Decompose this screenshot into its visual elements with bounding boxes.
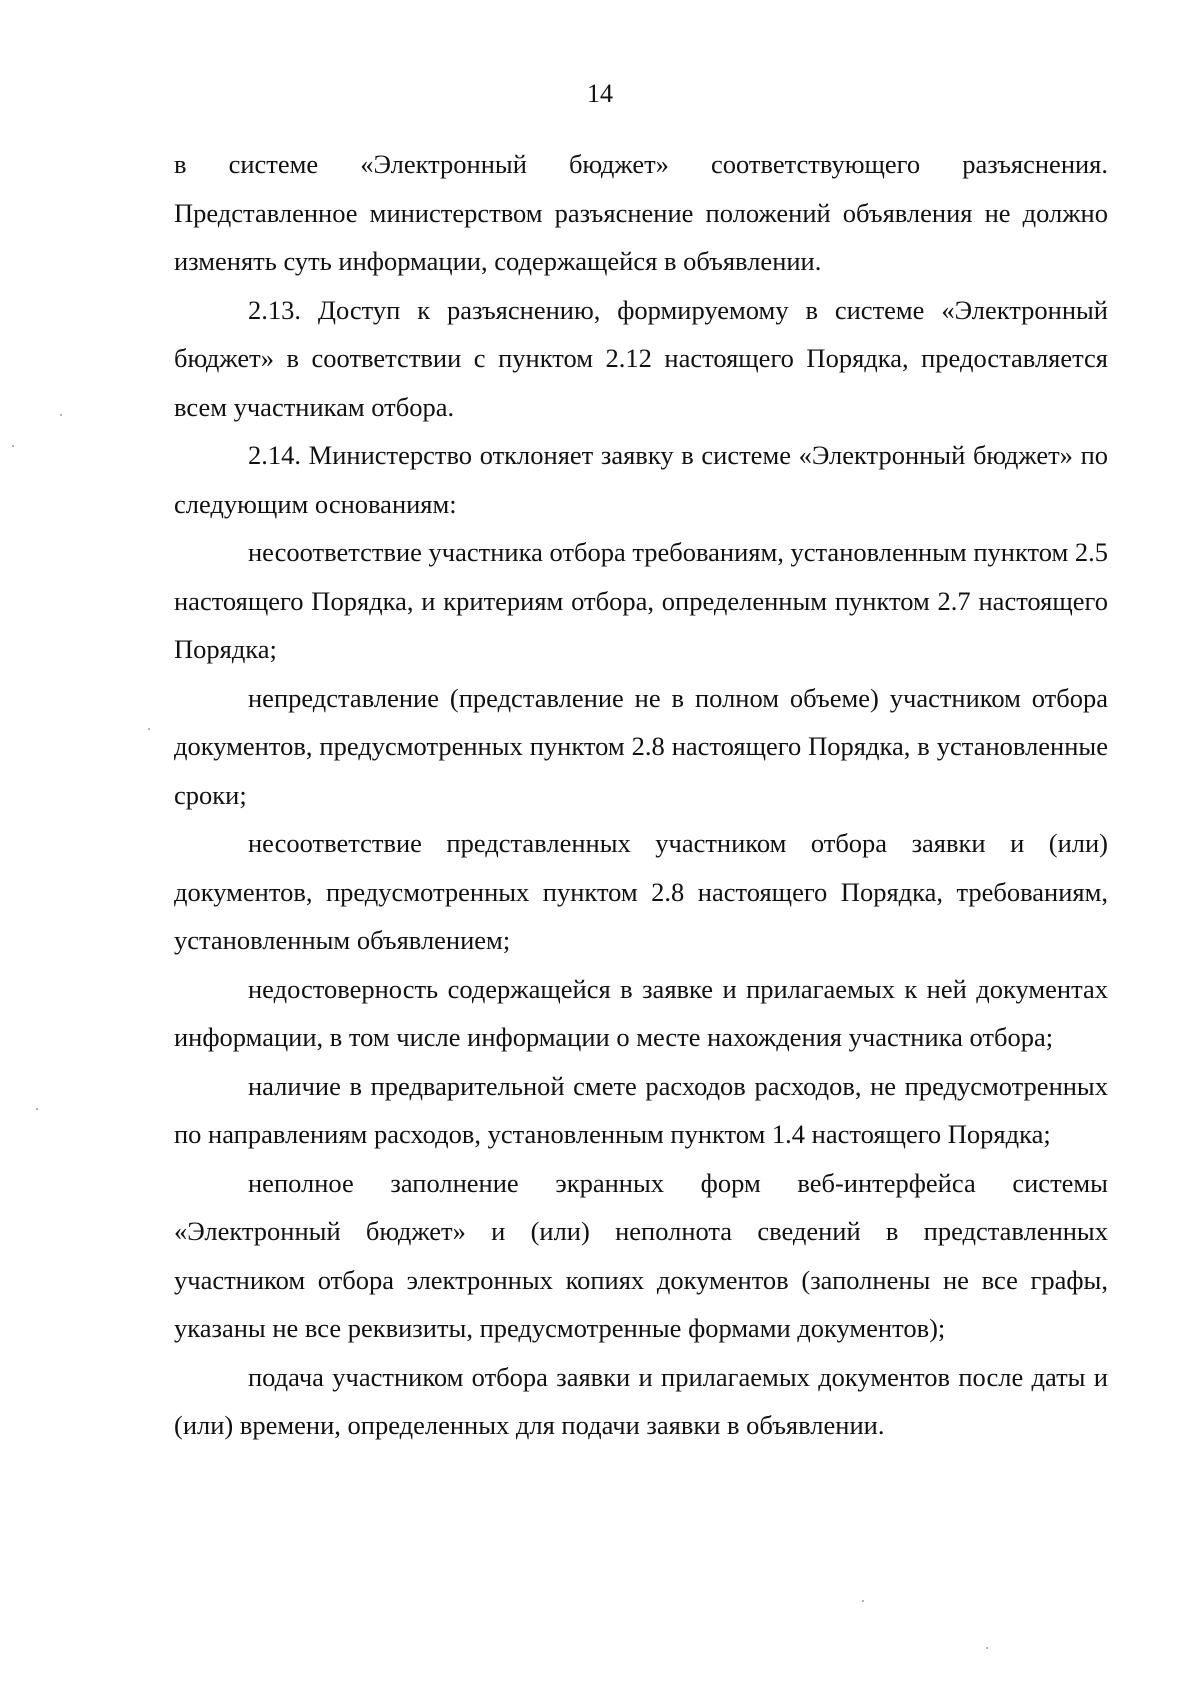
- list-item-ground-5: наличие в предварительной смете расходов расходов, не предусмотренных по направлениям расходов, установленным пунктом 1.4 настоящего Порядка;: [174, 1070, 1108, 1149]
- paragraph-2-14: 2.14. Министерство отклоняет заявку в системе «Электронный бюджет» по следующим основаниям:: [174, 440, 1108, 519]
- list-item-ground-6: неполное заполнение экранных форм веб-интерфейса системы «Электронный бюджет» и (или) неполнота сведений в представленных участником отбора электронных копиях документов (заполнены не все графы, указаны не все реквизиты, предусмотренные формами документов);: [174, 1167, 1108, 1343]
- list-item-ground-2: непредставление (представление не в полном объеме) участником отбора документов, предусмотренных пунктом 2.8 настоящего Порядка, в установленные сроки;: [174, 682, 1108, 810]
- list-item-ground-3: несоответствие представленных участником отбора заявки и (или) документов, предусмотренных пунктом 2.8 настоящего Порядка, требованиям, установленным объявлением;: [174, 828, 1108, 955]
- scan-speck: [148, 728, 150, 730]
- scan-speck: [986, 1647, 988, 1649]
- paragraph-2-13: 2.13. Доступ к разъяснению, формируемому в системе «Электронный бюджет» в соответствии с пунктом 2.12 настоящего Порядка, предоставляется всем участникам отбора.: [174, 294, 1108, 422]
- list-item-ground-1: несоответствие участника отбора требованиям, установленным пунктом 2.5 настоящего Порядка, и критериям отбора, определенным пунктом 2.7 настоящего Порядка;: [174, 537, 1108, 664]
- list-item-ground-7: подача участником отбора заявки и прилагаемых документов после даты и (или) времени, определенных для подачи заявки в объявлении.: [174, 1361, 1108, 1440]
- document-body: [174, 140, 1108, 1450]
- scan-speck: [60, 414, 62, 416]
- scan-speck: [12, 445, 14, 447]
- list-item-ground-4: недостоверность содержащейся в заявке и прилагаемых к ней документах информации, в том числе информации о месте нахождения участника отбора;: [174, 973, 1108, 1052]
- paragraph-continuation: в системе «Электронный бюджет» соответствующего разъяснения. Представленное министерством разъяснение положений объявления не должно изменять суть информации, содержащейся в объявлении.: [174, 149, 1108, 276]
- scan-speck: [862, 1600, 864, 1602]
- page-number: 14: [587, 79, 613, 108]
- scan-speck: [36, 1108, 38, 1110]
